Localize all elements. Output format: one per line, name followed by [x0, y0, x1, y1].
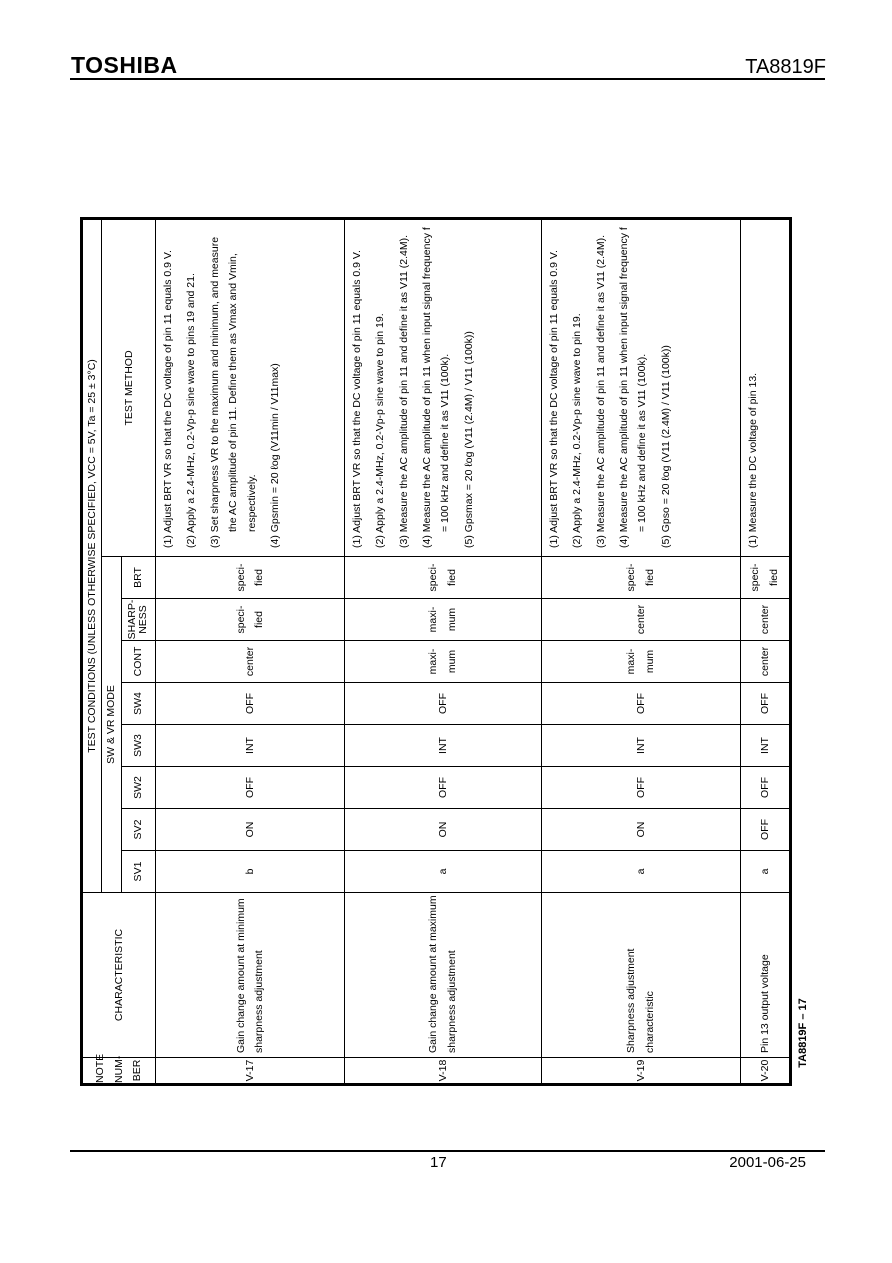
- note-number: V-19: [541, 1058, 740, 1084]
- method-step: (5) Gpso = 20 ℓog (V11 (2.4M) / V11 (100k)): [659, 345, 672, 548]
- sv2-value: ON: [541, 809, 740, 851]
- method-step: (3) Measure the AC amplitude of pin 11 and define it as V11 (2.4M).: [397, 234, 410, 548]
- method-step: (3) Set sharpness VR to the maximum and minimum, and measure the AC amplitude of pin 11. Define them as Vmax and Vmin, respectively.: [208, 236, 258, 548]
- sharpness-value: maxi- mum: [344, 599, 541, 641]
- test-method: [344, 219, 541, 556]
- brt-value: speci- fied: [156, 557, 345, 599]
- sv2-value: ON: [344, 809, 541, 851]
- characteristic: Gain change amount at maximum sharpness adjustment: [344, 893, 541, 1058]
- header-sw-vr-mode: SW & VR MODE: [102, 557, 121, 893]
- characteristic: Pin 13 output voltage: [740, 893, 789, 1058]
- sw3-value: INT: [156, 725, 345, 767]
- sv1-value: a: [541, 851, 740, 893]
- method-step: (1) Adjust BRT VR so that the DC voltage of pin 11 equals 0.9 V.: [162, 250, 175, 548]
- sv2-value: ON: [156, 809, 345, 851]
- sw2-value: OFF: [740, 767, 789, 809]
- method-step: (1) Adjust BRT VR so that the DC voltage of pin 11 equals 0.9 V.: [547, 250, 560, 548]
- table-row: [541, 219, 740, 1083]
- sw4-value: OFF: [344, 683, 541, 725]
- sw3-value: INT: [740, 725, 789, 767]
- characteristic: Sharpness adjustment characteristic: [541, 893, 740, 1058]
- sw2-value: OFF: [156, 767, 345, 809]
- note-number: V-18: [344, 1058, 541, 1084]
- note-number: V-17: [156, 1058, 345, 1084]
- test-method: [740, 219, 789, 556]
- test-conditions-table-frame: [82, 220, 790, 1084]
- method-step: (4) Measure the AC amplitude of pin 11 when input signal frequency f = 100 kHz and define it as V11 (100k).: [617, 227, 649, 548]
- table-row: [740, 219, 789, 1083]
- method-step: (2) Apply a 2.4-MHz, 0.2-Vp-p sine wave to pin 19.: [374, 313, 387, 548]
- method-step: (2) Apply a 2.4-MHz, 0.2-Vp-p sine wave to pin 19.: [571, 313, 584, 548]
- method-step: (1) Adjust BRT VR so that the DC voltage of pin 11 equals 0.9 V.: [350, 250, 363, 548]
- brt-value: speci- fied: [541, 557, 740, 599]
- characteristic: Gain change amount at minimum sharpness adjustment: [156, 893, 345, 1058]
- header-sv2: SV2: [121, 809, 155, 851]
- sv1-value: a: [344, 851, 541, 893]
- sw4-value: OFF: [156, 683, 345, 725]
- header-brt: BRT: [121, 557, 155, 599]
- sw4-value: OFF: [541, 683, 740, 725]
- cont-value: center: [740, 641, 789, 683]
- brand-logo: TOSHIBA: [71, 52, 178, 78]
- method-step: (5) Gpsmax = 20 ℓog (V11 (2.4M) / V11 (100k)): [462, 331, 475, 548]
- sw3-value: INT: [541, 725, 740, 767]
- header-sv1: SV1: [121, 851, 155, 893]
- sv1-value: a: [740, 851, 789, 893]
- method-step: (3) Measure the AC amplitude of pin 11 and define it as V11 (2.4M).: [594, 234, 607, 548]
- header-sw3: SW3: [121, 725, 155, 767]
- page-number: 17: [430, 1154, 447, 1171]
- method-step: (2) Apply a 2.4-MHz, 0.2-Vp-p sine wave to pins 19 and 21.: [185, 273, 198, 548]
- sharpness-value: center: [740, 599, 789, 641]
- footer-rule: [70, 1150, 825, 1152]
- header-rule: [70, 78, 825, 80]
- sv2-value: OFF: [740, 809, 789, 851]
- rotated-table-container: [82, 220, 790, 1084]
- sw2-value: OFF: [541, 767, 740, 809]
- table-row: [156, 219, 345, 1083]
- header-note-number: NOTE NUM- BER: [83, 1058, 156, 1084]
- cont-value: maxi- mum: [344, 641, 541, 683]
- test-conditions-table: [82, 219, 790, 1084]
- sharpness-value: speci- fied: [156, 599, 345, 641]
- table-row: [344, 219, 541, 1083]
- header-characteristic: CHARACTERISTIC: [83, 893, 156, 1058]
- brt-value: speci- fied: [344, 557, 541, 599]
- publish-date: 2001-06-25: [729, 1154, 806, 1171]
- sharpness-value: center: [541, 599, 740, 641]
- sw4-value: OFF: [740, 683, 789, 725]
- cont-value: maxi- mum: [541, 641, 740, 683]
- sw3-value: INT: [344, 725, 541, 767]
- header-cont: CONT: [121, 641, 155, 683]
- header-sw2: SW2: [121, 767, 155, 809]
- header-sharpness: SHARP- NESS: [121, 599, 155, 641]
- method-step: (1) Measure the DC voltage of pin 13.: [746, 372, 759, 548]
- header-test-method: TEST METHOD: [102, 219, 156, 556]
- method-step: (4) Gpsmin = 20 ℓog (V11min / V11max): [268, 363, 281, 548]
- brt-value: speci- fied: [740, 557, 789, 599]
- test-method: [156, 219, 345, 556]
- header-test-conditions: TEST CONDITIONS (UNLESS OTHERWISE SPECIFIED, VCC = 5V, Ta = 25 ± 3°C): [83, 219, 102, 892]
- cont-value: center: [156, 641, 345, 683]
- sw2-value: OFF: [344, 767, 541, 809]
- part-number: TA8819F: [745, 56, 826, 78]
- note-number: V-20: [740, 1058, 789, 1084]
- footer-code: TA8819F – 17: [797, 998, 809, 1068]
- method-step: (4) Measure the AC amplitude of pin 11 when input signal frequency f = 100 kHz and define it as V11 (100k).: [421, 227, 452, 548]
- sv1-value: b: [156, 851, 345, 893]
- test-method: [541, 219, 740, 556]
- header-sw4: SW4: [121, 683, 155, 725]
